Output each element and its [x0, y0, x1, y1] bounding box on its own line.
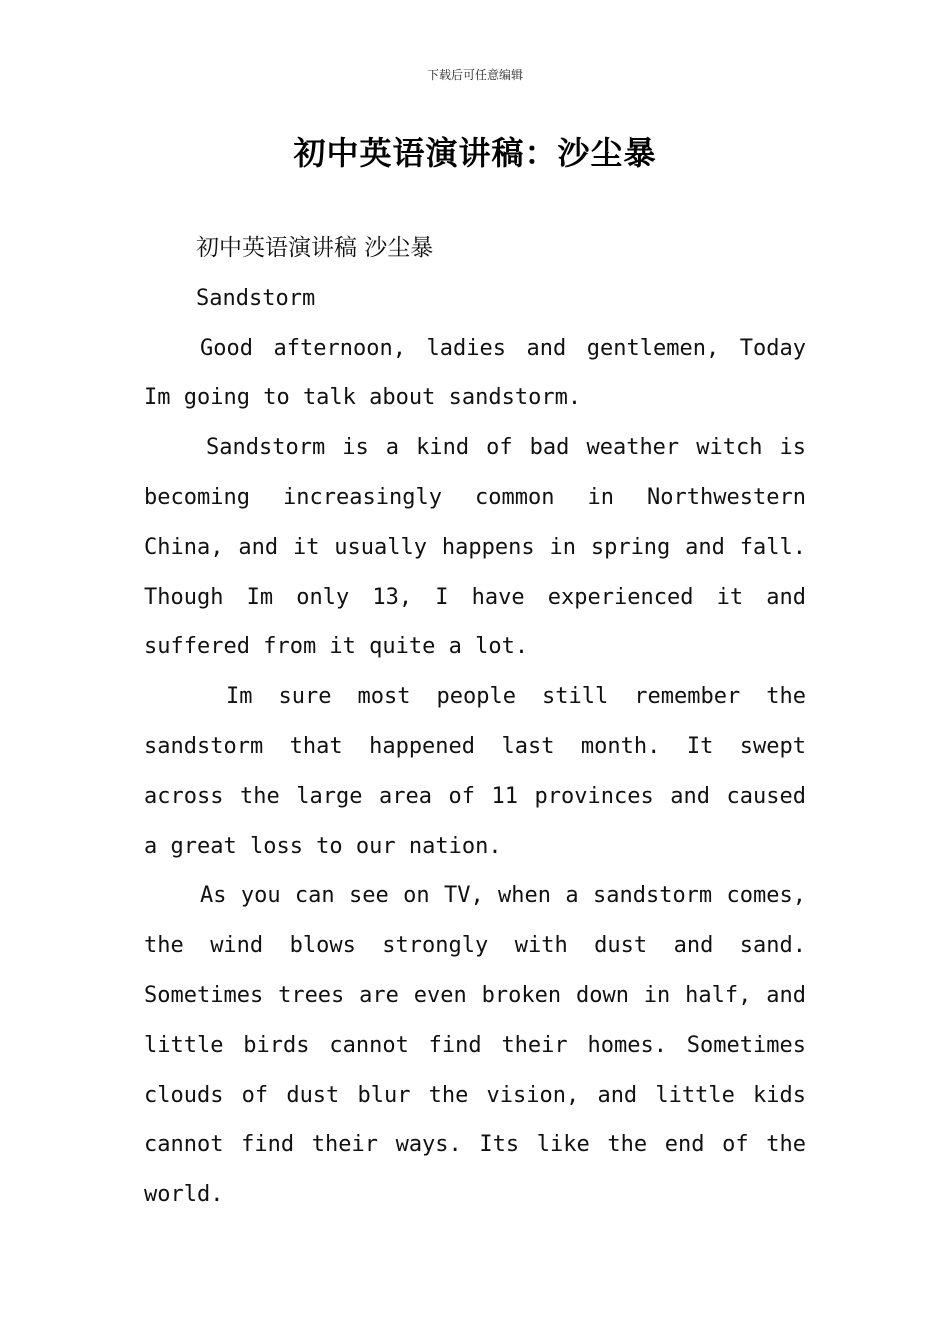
subtitle: 初中英语演讲稿 沙尘暴: [196, 235, 434, 261]
page-title: 初中英语演讲稿：沙尘暴: [293, 134, 657, 172]
document-body: [144, 224, 806, 1220]
speech-heading: Sandstorm: [196, 285, 316, 311]
paragraph-description: As you can see on TV, when a sandstorm comes, the wind blows strongly with dust and sand. Sometimes trees are even broken down in half, and little birds cannot find their homes. Sometimes clouds of dust blur the vision, and little kids cannot find their ways. Its like the end of the world.: [144, 883, 806, 1208]
header-note: 下载后可任意编辑: [426, 68, 523, 82]
paragraph-greeting: Good afternoon, ladies and gentlemen, Today Im going to talk about sandstorm.: [144, 335, 806, 411]
paragraph-definition: Sandstorm is a kind of bad weather witch is becoming increasingly common in Northwestern China, and it usually happens in spring and fall. Though Im only 13, I have experienced it and suffered from it quite a lot.: [144, 435, 806, 660]
paragraph-last-month: Im sure most people still remember the sandstorm that happened last month. It swept across the large area of 11 provinces and caused a great loss to our nation.: [144, 684, 806, 859]
